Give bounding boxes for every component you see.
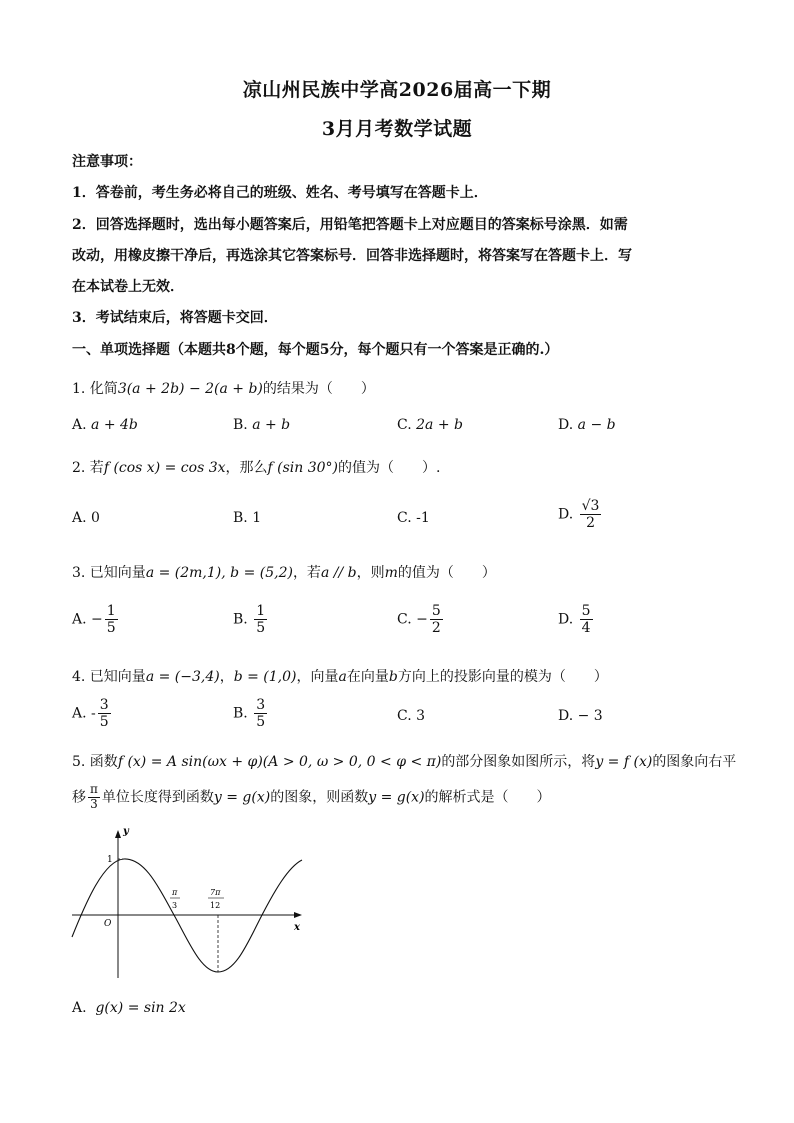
option-label: A. — [72, 705, 87, 722]
q4-mid-2: 在向量 — [346, 669, 389, 685]
fraction-denominator: 5 — [256, 620, 266, 637]
notice-item-2c: 在本试卷上无效． — [72, 279, 184, 295]
option-label: D. — [558, 506, 574, 523]
q2-option-a[interactable]: A. 0 — [72, 510, 100, 526]
option-text: a + 4b — [91, 417, 138, 433]
origin-label: O — [104, 919, 112, 929]
question-3 — [72, 562, 496, 582]
minus-sign: - — [91, 705, 96, 722]
notice-item-1: 1．答卷前，考生务必将自己的班级、姓名、考号填写在答题卡上． — [72, 185, 488, 201]
sine-graph — [66, 822, 316, 982]
q4-suffix: 方向上的投影向量的模为（ ） — [397, 669, 608, 685]
q1-prefix: 1. 化简 — [72, 381, 118, 397]
q1-option-c[interactable] — [397, 417, 463, 433]
q1-option-b[interactable] — [233, 417, 290, 433]
q1-option-a[interactable] — [72, 417, 138, 433]
tick1-numerator: π — [172, 888, 178, 897]
option-label: B. — [233, 417, 248, 433]
fraction-numerator: 3 — [99, 697, 109, 713]
q4-expression-1: a = (−3,4) — [145, 669, 220, 685]
fraction-denominator: 5 — [99, 714, 109, 731]
q1-suffix: 的结果为（ ） — [262, 381, 375, 397]
notice-heading: 注意事项： — [72, 154, 142, 170]
option-label: C. — [397, 417, 412, 433]
option-label: A. — [72, 1000, 87, 1016]
minus-sign: − — [91, 611, 103, 628]
q2-suffix: 的值为（ ）. — [338, 460, 441, 476]
q3-suffix-b: 的值为（ ） — [397, 565, 496, 581]
option-label: A. — [72, 611, 87, 628]
q3-suffix-a: ，则 — [356, 565, 385, 581]
exam-title-line2: 3月月考数学试题 — [321, 118, 473, 140]
question-5-line-2 — [72, 783, 551, 812]
q4-prefix: 4. 已知向量 — [72, 669, 146, 685]
option-text: a − b — [577, 417, 616, 433]
fraction-numerator: 1 — [106, 603, 116, 619]
q5-line2-mid2: 的图象，则函数 — [270, 789, 369, 806]
tick1-denominator: 3 — [172, 901, 178, 910]
minus-sign: − — [416, 611, 428, 628]
q3-option-d[interactable] — [558, 603, 595, 636]
option-label: C. — [397, 611, 412, 628]
q4-option-a[interactable] — [72, 697, 113, 730]
q4-option-d[interactable]: D. − 3 — [558, 708, 603, 724]
q5-line2-suffix: 的解析式是（ ） — [424, 789, 551, 806]
exam-title-line1: 凉山州民族中学高2026届高一下期 — [242, 79, 552, 101]
q1-expression: 3(a + 2b) − 2(a + b) — [117, 381, 263, 397]
fraction-denominator: 4 — [581, 620, 591, 637]
tick2-numerator: 7π — [210, 888, 221, 897]
notice-item-3: 3．考试结束后，将答题卡交回． — [72, 310, 278, 326]
q5-mid: 的部分图象如图所示，将 — [441, 754, 596, 770]
q3-condition: a // b — [320, 565, 357, 581]
question-4 — [72, 666, 608, 686]
option-label: D. — [558, 417, 574, 433]
q5-option-a[interactable] — [72, 1000, 186, 1016]
q2-prefix: 2. 若 — [72, 460, 104, 476]
question-1 — [72, 378, 375, 398]
fraction-denominator: 2 — [431, 620, 441, 637]
q5-suffix: 的图象向右平 — [652, 754, 737, 770]
q3-prefix: 3. 已知向量 — [72, 565, 146, 581]
x-axis-arrow — [294, 912, 302, 918]
fraction-numerator: 5 — [581, 603, 591, 619]
q2-mid: ，那么 — [225, 460, 268, 476]
q4-option-c[interactable]: C. 3 — [397, 708, 426, 724]
q3-mid: ，若 — [292, 565, 321, 581]
q5-expression-3: y = g(x) — [213, 789, 271, 806]
fraction-numerator: 1 — [256, 603, 266, 619]
q4-vector-a: a — [338, 669, 347, 685]
q3-variable: m — [384, 565, 398, 581]
question-5-line-1 — [72, 751, 736, 771]
q5-line2-prefix: 移 — [72, 789, 86, 806]
x-axis-label: x — [294, 922, 300, 933]
section-heading: 一、单项选择题（本题共8个题，每个题5分，每个题只有一个答案是正确的.） — [72, 342, 559, 358]
q4-separator: ， — [219, 669, 234, 685]
q3-option-a[interactable] — [72, 603, 120, 636]
q4-mid-1: ，向量 — [296, 669, 339, 685]
option-label: B. — [233, 705, 248, 722]
q2-option-c[interactable]: C. -1 — [397, 510, 430, 526]
q2-option-d[interactable] — [558, 498, 603, 531]
q5-prefix: 5. 函数 — [72, 754, 118, 770]
option-text: 2a + b — [416, 417, 463, 433]
q2-expression-2: f (sin 30°) — [267, 460, 339, 476]
q5-expression-2: y = f (x) — [595, 754, 653, 770]
fraction-denominator: 5 — [256, 714, 266, 731]
q1-option-d[interactable] — [558, 417, 616, 433]
q4-option-b[interactable] — [233, 697, 269, 730]
fraction-numerator: 3 — [256, 697, 266, 713]
y-tick-label: 1 — [107, 855, 113, 865]
q5-expression: f (x) = A sin(ωx + φ)(A > 0, ω > 0, 0 < φ < π) — [117, 754, 442, 770]
y-axis-arrow — [115, 830, 121, 838]
option-text: g(x) = sin 2x — [95, 1000, 186, 1016]
notice-item-2a: 2．回答选择题时，选出每小题答案后，用铅笔把答题卡上对应题目的答案标号涂黑．如需 — [72, 217, 628, 233]
q5-expression-4: y = g(x) — [368, 789, 425, 806]
q4-vector-b: b — [388, 669, 398, 685]
fraction-numerator: π — [90, 782, 98, 796]
fraction-denominator: 3 — [90, 796, 98, 811]
fraction-denominator: 2 — [586, 515, 596, 532]
q4-expression-2: b = (1,0) — [233, 669, 297, 685]
fraction-numerator: 5 — [431, 603, 441, 619]
q3-option-b[interactable] — [233, 603, 269, 636]
option-label: A. — [72, 417, 87, 433]
y-axis-label: y — [123, 826, 129, 837]
q3-option-c[interactable] — [397, 603, 445, 636]
notice-item-2b: 改动，用橡皮擦干净后，再选涂其它答案标号．回答非选择题时，将答案写在答题卡上．写 — [72, 248, 632, 264]
q3-expression: a = (2m,1), b = (5,2) — [145, 565, 293, 581]
q2-option-b[interactable]: B. 1 — [233, 510, 262, 526]
question-2 — [72, 457, 440, 477]
q2-expression-1: f (cos x) = cos 3x — [103, 460, 226, 476]
option-text: a + b — [252, 417, 291, 433]
fraction-numerator: √3 — [581, 498, 600, 514]
option-label: D. — [558, 611, 574, 628]
fraction-denominator: 5 — [106, 620, 116, 637]
option-label: B. — [233, 611, 248, 628]
tick2-denominator: 12 — [210, 901, 221, 910]
q5-line2-mid: 单位长度得到函数 — [101, 789, 214, 806]
